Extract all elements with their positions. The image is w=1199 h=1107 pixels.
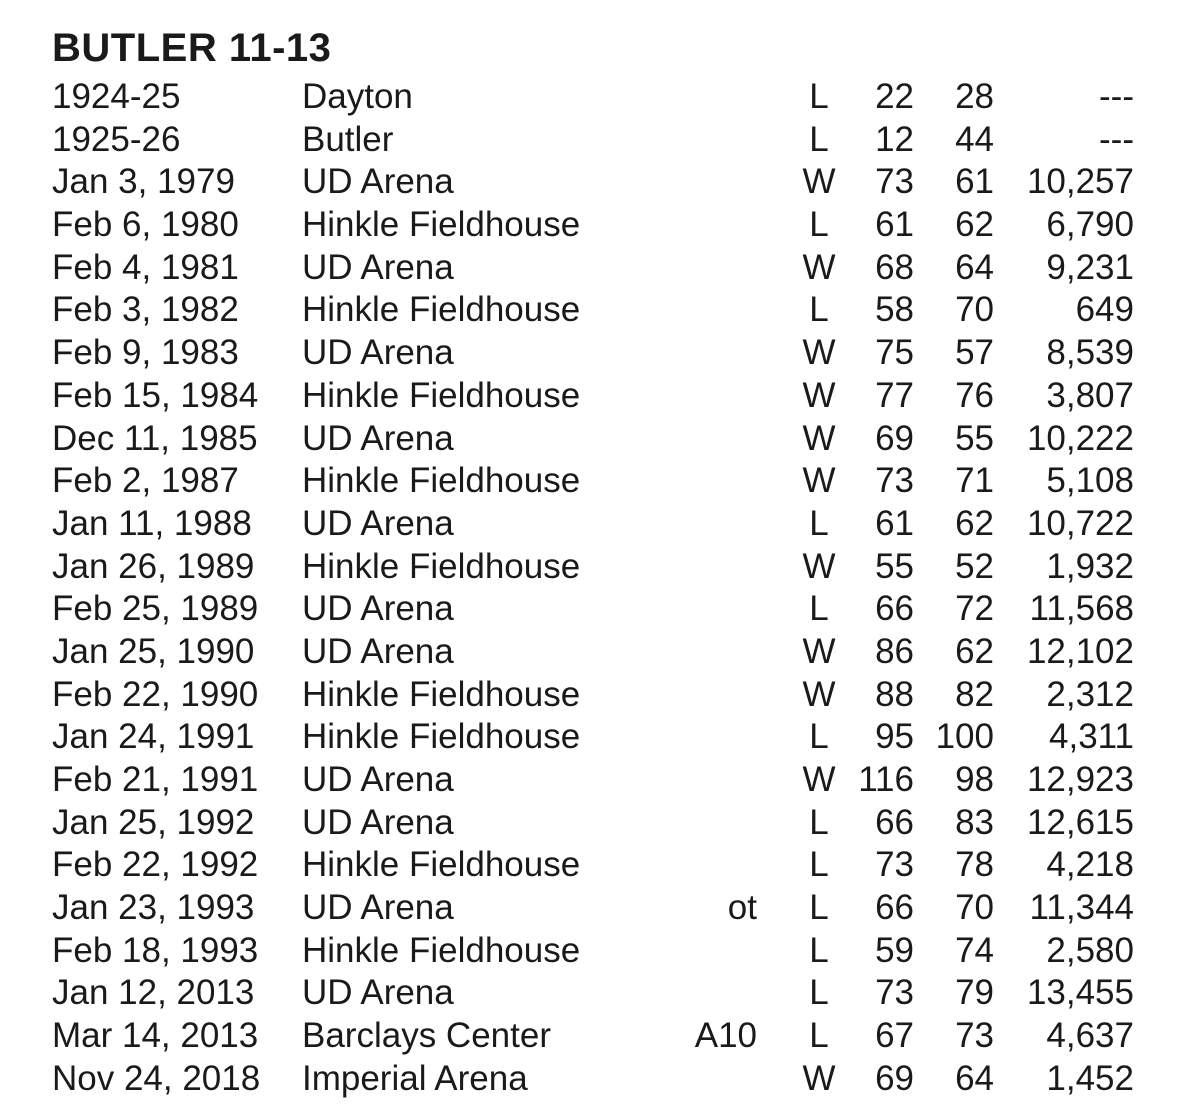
butler-score: 79: [955, 973, 994, 1013]
game-date: Feb 3, 1982: [52, 290, 239, 330]
game-list: [52, 76, 1142, 1101]
dayton-score: 77: [875, 375, 914, 415]
game-site: Hinkle Fieldhouse: [302, 674, 581, 714]
attendance: 2,580: [1046, 930, 1134, 970]
table-row: [52, 759, 1142, 802]
butler-score: 71: [955, 461, 994, 501]
game-site: Hinkle Fieldhouse: [302, 930, 581, 970]
butler-score: 98: [955, 760, 994, 799]
table-title: BUTLER 11-13: [52, 26, 332, 70]
table-row: [52, 631, 1142, 674]
table-row: [52, 1058, 1142, 1101]
dayton-score: 116: [858, 760, 914, 799]
game-date: Feb 4, 1981: [52, 247, 239, 287]
game-date: Feb 15, 1984: [52, 375, 259, 415]
table-row: [52, 204, 1142, 247]
game-date: Feb 9, 1983: [52, 333, 239, 373]
game-site: UD Arena: [302, 760, 454, 799]
table-row: [52, 802, 1142, 845]
butler-score: 70: [955, 290, 994, 330]
attendance: 10,257: [1026, 162, 1134, 202]
game-date: Jan 23, 1993: [52, 888, 255, 928]
table-row: [52, 674, 1142, 717]
table-row: [52, 503, 1142, 546]
attendance: 4,218: [1046, 845, 1134, 885]
game-result: W: [802, 333, 836, 373]
attendance: ---: [1099, 77, 1134, 116]
table-row: [52, 161, 1142, 204]
dayton-score: 59: [875, 930, 914, 970]
attendance: 12,615: [1026, 802, 1134, 842]
dayton-score: 69: [875, 418, 914, 458]
game-date: Feb 21, 1991: [52, 760, 259, 799]
table-row: [52, 332, 1142, 375]
butler-score: 57: [955, 333, 994, 373]
game-site: UD Arena: [302, 589, 454, 629]
butler-score: 64: [955, 247, 994, 287]
table-row: [52, 289, 1142, 332]
butler-score: 52: [955, 546, 994, 586]
butler-score: 82: [955, 674, 994, 714]
game-result: W: [802, 162, 836, 202]
game-result: W: [802, 631, 836, 671]
game-date: Jan 11, 1988: [52, 503, 252, 543]
table-row: [52, 972, 1142, 1015]
game-result: W: [802, 375, 836, 415]
butler-score: 44: [955, 119, 994, 159]
game-result: L: [809, 888, 829, 928]
game-site: UD Arena: [302, 802, 454, 842]
table-row: [52, 375, 1142, 418]
game-result: L: [809, 930, 829, 970]
attendance: 1,452: [1046, 1058, 1134, 1098]
game-site: Hinkle Fieldhouse: [302, 845, 581, 885]
table-row: [52, 588, 1142, 631]
attendance: 6,790: [1046, 205, 1134, 245]
game-site: Hinkle Fieldhouse: [302, 375, 581, 415]
attendance: 9,231: [1046, 247, 1134, 287]
attendance: 8,539: [1046, 333, 1134, 373]
game-result: L: [809, 845, 829, 885]
game-result: L: [809, 119, 829, 159]
attendance: 10,722: [1026, 503, 1134, 543]
dayton-score: 73: [875, 162, 914, 202]
butler-score: 78: [955, 845, 994, 885]
butler-score: 62: [955, 205, 994, 245]
game-site: UD Arena: [302, 333, 454, 373]
game-result: W: [802, 461, 836, 501]
game-result: W: [802, 418, 836, 458]
attendance: 5,108: [1046, 461, 1134, 501]
dayton-score: 73: [875, 973, 914, 1013]
dayton-score: 73: [875, 461, 914, 501]
game-result: L: [809, 802, 829, 842]
game-date: Jan 26, 1989: [52, 546, 255, 586]
game-site: UD Arena: [302, 888, 454, 928]
table-row: [52, 247, 1142, 290]
game-site: UD Arena: [302, 247, 454, 287]
table-row: [52, 930, 1142, 973]
attendance: 4,637: [1046, 1016, 1134, 1056]
butler-score: 64: [955, 1058, 994, 1098]
attendance: 12,102: [1026, 631, 1134, 671]
game-date: Jan 3, 1979: [52, 162, 235, 202]
attendance: 11,568: [1029, 589, 1134, 629]
game-date: 1924-25: [52, 77, 181, 116]
attendance: 3,807: [1046, 375, 1134, 415]
table-row: [52, 418, 1142, 461]
game-note: A10: [694, 1016, 757, 1056]
dayton-score: 75: [875, 333, 914, 373]
dayton-score: 66: [875, 888, 914, 928]
butler-score: 62: [955, 503, 994, 543]
dayton-score: 68: [875, 247, 914, 287]
table-row: [52, 119, 1142, 162]
game-date: Jan 12, 2013: [52, 973, 255, 1013]
game-result: L: [809, 205, 829, 245]
game-site: UD Arena: [302, 503, 454, 543]
game-result: W: [802, 247, 836, 287]
game-site: UD Arena: [302, 418, 454, 458]
butler-score: 61: [955, 162, 994, 202]
attendance: 4,311: [1049, 717, 1134, 757]
game-date: Feb 18, 1993: [52, 930, 259, 970]
table-row: [52, 76, 1142, 119]
series-record-table: [52, 22, 1142, 1101]
game-site: Dayton: [302, 77, 413, 116]
dayton-score: 61: [875, 205, 914, 245]
game-site: Hinkle Fieldhouse: [302, 290, 581, 330]
dayton-score: 58: [875, 290, 914, 330]
game-result: L: [809, 290, 829, 330]
dayton-score: 61: [875, 503, 914, 543]
dayton-score: 12: [875, 119, 914, 159]
game-result: L: [809, 77, 829, 116]
attendance: 2,312: [1046, 674, 1134, 714]
game-result: L: [809, 589, 829, 629]
game-result: W: [802, 546, 836, 586]
game-result: L: [809, 503, 829, 543]
game-site: Barclays Center: [302, 1016, 551, 1056]
dayton-score: 67: [875, 1016, 914, 1056]
butler-score: 83: [955, 802, 994, 842]
game-date: Feb 6, 1980: [52, 205, 239, 245]
attendance: 1,932: [1046, 546, 1134, 586]
game-site: Hinkle Fieldhouse: [302, 546, 581, 586]
game-date: Feb 25, 1989: [52, 589, 259, 629]
game-date: Dec 11, 1985: [52, 418, 258, 458]
game-site: UD Arena: [302, 631, 454, 671]
game-date: Feb 2, 1987: [52, 461, 239, 501]
table-row: [52, 1015, 1142, 1058]
attendance: 11,344: [1029, 888, 1134, 928]
dayton-score: 66: [875, 589, 914, 629]
dayton-score: 86: [875, 631, 914, 671]
game-site: Butler: [302, 119, 394, 159]
dayton-score: 55: [875, 546, 914, 586]
game-note: ot: [727, 888, 757, 928]
butler-score: 76: [955, 375, 994, 415]
table-row: [52, 844, 1142, 887]
butler-score: 100: [935, 717, 994, 757]
butler-score: 70: [955, 888, 994, 928]
game-date: 1925-26: [52, 119, 181, 159]
attendance: 12,923: [1026, 760, 1134, 799]
game-result: W: [802, 1058, 836, 1098]
game-site: Hinkle Fieldhouse: [302, 461, 581, 501]
game-site: UD Arena: [302, 973, 454, 1013]
dayton-score: 69: [875, 1058, 914, 1098]
dayton-score: 73: [875, 845, 914, 885]
table-row: [52, 460, 1142, 503]
game-date: Feb 22, 1992: [52, 845, 259, 885]
game-date: Jan 25, 1990: [52, 631, 255, 671]
game-result: L: [809, 973, 829, 1013]
butler-score: 28: [955, 77, 994, 116]
game-date: Nov 24, 2018: [52, 1058, 261, 1098]
game-site: UD Arena: [302, 162, 454, 202]
game-result: W: [802, 760, 836, 799]
butler-score: 73: [955, 1016, 994, 1056]
game-site: Hinkle Fieldhouse: [302, 717, 581, 757]
attendance: 13,455: [1026, 973, 1134, 1013]
butler-score: 62: [955, 631, 994, 671]
butler-score: 55: [955, 418, 994, 458]
game-result: L: [809, 717, 829, 757]
game-result: L: [809, 1016, 829, 1056]
dayton-score: 66: [875, 802, 914, 842]
dayton-score: 88: [875, 674, 914, 714]
game-date: Mar 14, 2013: [52, 1016, 259, 1056]
dayton-score: 95: [875, 717, 914, 757]
game-site: Hinkle Fieldhouse: [302, 205, 581, 245]
game-date: Jan 24, 1991: [52, 717, 255, 757]
table-row: [52, 546, 1142, 589]
table-row: [52, 887, 1142, 930]
attendance: ---: [1099, 119, 1134, 159]
game-site: Imperial Arena: [302, 1058, 528, 1098]
butler-score: 74: [955, 930, 994, 970]
game-result: W: [802, 674, 836, 714]
game-date: Jan 25, 1992: [52, 802, 255, 842]
attendance: 649: [1075, 290, 1134, 330]
game-date: Feb 22, 1990: [52, 674, 259, 714]
table-row: [52, 716, 1142, 759]
butler-score: 72: [955, 589, 994, 629]
dayton-score: 22: [875, 77, 914, 116]
attendance: 10,222: [1026, 418, 1134, 458]
